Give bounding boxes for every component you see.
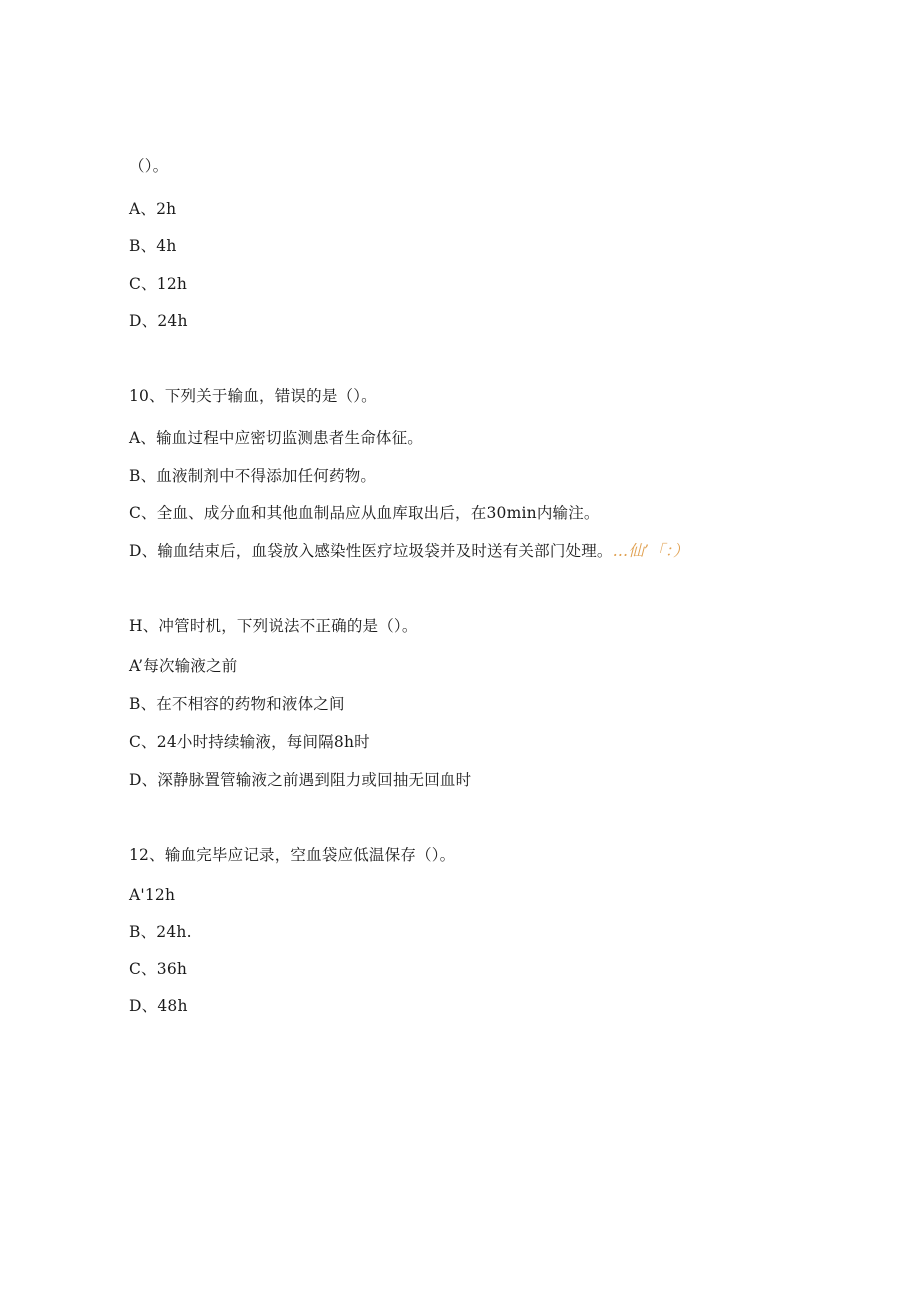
question-12-option-b: B、24h. [129, 923, 192, 941]
question-9-option-a: A、2h [129, 200, 177, 218]
question-9-stem-tail: （）。 [129, 157, 169, 175]
question-10-stem: 10、下列关于输血，错误的是（）。 [129, 387, 377, 405]
question-10-option-d [129, 541, 689, 561]
scan-artifact-text: …仙’「：） [612, 542, 689, 560]
question-9-option-d: D、24h [129, 312, 188, 330]
question-10-option-b: B、血液制剂中不得添加任何药物。 [129, 467, 377, 485]
question-11-option-a: A’每次输液之前 [129, 657, 238, 675]
question-10-option-d-text: D、输血结束后，血袋放入感染性医疗垃圾袋并及时送有关部门处理。 [129, 542, 613, 560]
question-12-option-c: C、36h [129, 960, 188, 978]
question-11-option-c: C、24小时持续输液，每间隔8h时 [129, 733, 370, 751]
question-10-option-a: A、输血过程中应密切监测患者生命体征。 [129, 429, 423, 447]
question-12-option-d: D、48h [129, 997, 188, 1015]
question-12-stem: 12、输血完毕应记录，空血袋应低温保存（）。 [129, 846, 456, 864]
question-9-option-c: C、12h [129, 275, 188, 293]
question-9-option-b: B、4h [129, 237, 177, 255]
question-11-option-b: B、在不相容的药物和液体之间 [129, 695, 345, 713]
question-10-option-c: C、全血、成分血和其他血制品应从血库取出后，在30min内输注。 [129, 504, 600, 522]
question-11-stem: H、冲管时机，下列说法不正确的是（）。 [129, 617, 418, 635]
question-12-option-a: A'12h [129, 886, 176, 904]
question-11-option-d: D、深静脉置管输液之前遇到阻力或回抽无回血时 [129, 771, 472, 789]
